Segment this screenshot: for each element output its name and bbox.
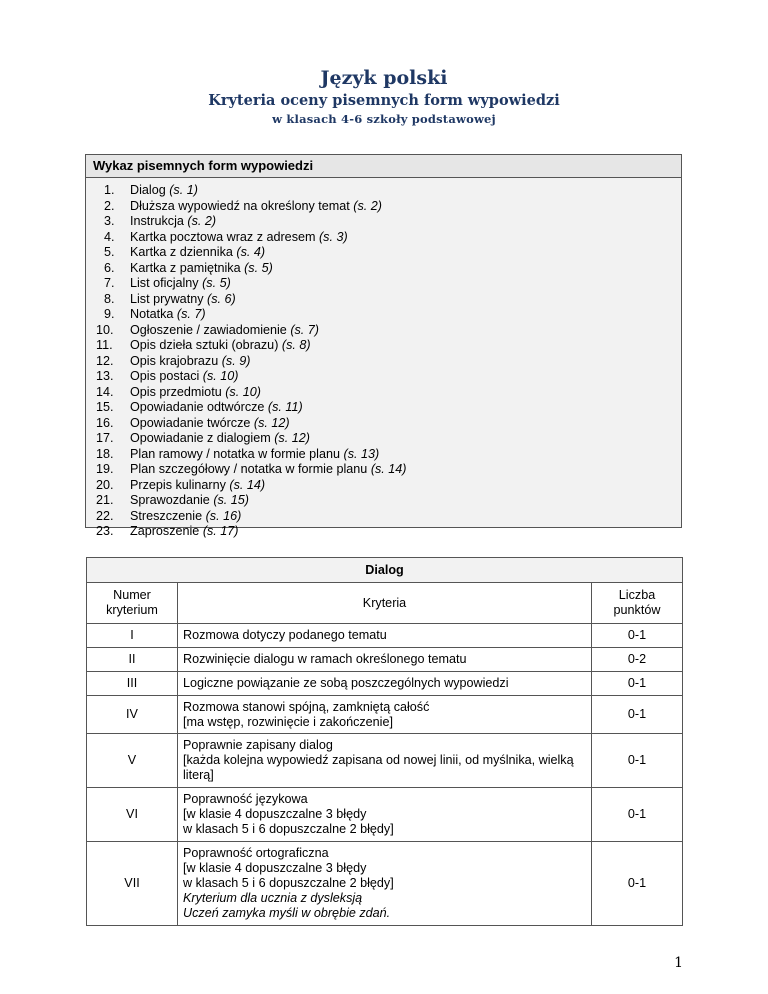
list-item-name: Sprawozdanie	[130, 493, 210, 507]
list-item-name: Plan ramowy / notatka w formie planu	[130, 446, 340, 461]
column-header-criteria: Kryteria	[178, 583, 592, 624]
list-item-number: 23.	[96, 524, 114, 538]
list-item-name: Kartka z pamiętnika	[130, 260, 241, 275]
list-item-page: (s. 12)	[253, 415, 290, 430]
list-item-name: Notatka	[130, 307, 174, 321]
list-item-page: (s. 3)	[318, 229, 348, 244]
list-item-number: 7.	[104, 276, 115, 290]
criterion-number: II	[87, 648, 178, 672]
list-item-name: Opowiadanie odtwórcze	[130, 400, 265, 414]
criterion-number: VII	[87, 842, 178, 926]
list-item-page: (s. 14)	[229, 477, 266, 492]
criterion-line: Logiczne powiązanie ze sobą poszczególnych wypowiedzi	[183, 676, 509, 690]
list-item	[86, 416, 681, 432]
list-item-page: (s. 7)	[176, 307, 206, 321]
list-item-number: 9.	[104, 307, 115, 321]
document-title: Język polski	[320, 67, 448, 89]
list-item	[86, 369, 681, 385]
list-item	[86, 307, 681, 323]
list-item	[86, 323, 681, 339]
list-item	[86, 462, 681, 478]
list-item	[86, 400, 681, 416]
criterion-points: 0-2	[592, 648, 683, 672]
list-item-name: List prywatny	[130, 291, 204, 306]
list-item-page: (s. 9)	[221, 353, 251, 368]
list-item-page: (s. 10)	[202, 369, 239, 383]
list-item	[86, 478, 681, 494]
criterion-line: w klasach 5 i 6 dopuszczalne 2 błędy]	[183, 876, 394, 890]
list-item	[86, 183, 681, 199]
list-item-page: (s. 1)	[169, 183, 198, 197]
forms-list	[86, 178, 681, 540]
list-item	[86, 447, 681, 463]
list-item-name: Opis postaci	[130, 369, 200, 383]
document-subtitle: Kryteria oceny pisemnych form wypowiedzi	[208, 92, 560, 109]
list-item-page: (s. 12)	[274, 431, 310, 445]
list-item-number: 12.	[96, 353, 114, 368]
criterion-note: Uczeń zamyka myśli w obrębie zdań.	[183, 906, 391, 920]
table-row	[87, 648, 683, 672]
list-item-page: (s. 15)	[213, 493, 250, 507]
list-item	[86, 509, 681, 525]
criterion-line: Poprawność ortograficzna	[183, 846, 329, 860]
criterion-points: 0-1	[592, 788, 683, 842]
list-item	[86, 214, 681, 230]
table-row	[87, 696, 683, 734]
criterion-line: [w klasie 4 dopuszczalne 3 błędy	[183, 861, 367, 875]
criterion-description	[178, 624, 592, 648]
table-row	[87, 624, 683, 648]
criterion-number: VI	[87, 788, 178, 842]
list-item-number: 17.	[96, 431, 114, 445]
list-item-number: 3.	[104, 214, 115, 228]
criterion-line: w klasach 5 i 6 dopuszczalne 2 błędy]	[183, 822, 394, 836]
list-item	[86, 385, 681, 401]
forms-list-box	[85, 154, 682, 538]
list-item-name: Plan szczegółowy / notatka w formie planu	[130, 462, 368, 476]
list-item-page: (s. 5)	[202, 276, 231, 290]
list-item-number: 11.	[96, 338, 113, 352]
table-title: Dialog	[87, 558, 683, 583]
table-row	[87, 788, 683, 842]
criterion-line: Rozmowa stanowi spójną, zamkniętą całość	[183, 699, 430, 714]
criterion-description	[178, 734, 592, 788]
document-header	[0, 66, 768, 127]
list-item-page: (s. 8)	[281, 338, 311, 352]
table-row	[87, 842, 683, 926]
list-item-page: (s. 6)	[207, 291, 236, 306]
list-item	[86, 354, 681, 370]
list-item-number: 16.	[96, 415, 114, 430]
list-item-name: Opowiadanie z dialogiem	[130, 431, 271, 445]
list-item	[86, 338, 681, 354]
criterion-line: Poprawność językowa	[183, 792, 308, 806]
list-item-page: (s. 4)	[236, 245, 266, 259]
list-item	[86, 292, 681, 308]
list-item-name: Kartka z dziennika	[130, 245, 233, 259]
list-item-page: (s. 2)	[187, 214, 217, 228]
criterion-points: 0-1	[592, 734, 683, 788]
list-item-name: Opis przedmiotu	[130, 384, 222, 399]
criterion-line: [każda kolejna wypowiedź zapisana od nowej linii, od myślnika, wielką literą]	[183, 753, 574, 782]
criterion-line: [ma wstęp, rozwinięcie i zakończenie]	[183, 714, 393, 729]
criterion-line: Rozwinięcie dialogu w ramach określonego tematu	[183, 652, 467, 666]
list-item	[86, 431, 681, 447]
column-header-points: Liczba punktów	[592, 583, 683, 624]
dialog-criteria-table	[86, 557, 683, 926]
list-item-name: Dłuższa wypowiedź na określony temat	[130, 198, 350, 213]
criterion-points: 0-1	[592, 624, 683, 648]
list-item-page: (s. 5)	[244, 260, 273, 275]
list-item-name: Opis krajobrazu	[130, 353, 219, 368]
list-item-number: 13.	[96, 369, 114, 383]
list-item-page: (s. 17)	[202, 524, 239, 538]
list-item-number: 15.	[96, 400, 114, 414]
criterion-points: 0-1	[592, 842, 683, 926]
table-row	[87, 734, 683, 788]
list-item-number: 18.	[96, 446, 114, 461]
list-item-number: 1.	[104, 183, 115, 197]
list-item	[86, 493, 681, 509]
criterion-points: 0-1	[592, 672, 683, 696]
list-item-name: Opis dzieła sztuki (obrazu)	[130, 338, 279, 352]
list-item-number: 10.	[96, 322, 114, 337]
forms-list-heading: Wykaz pisemnych form wypowiedzi	[86, 155, 681, 178]
criterion-number: IV	[87, 696, 178, 734]
list-item-name: Przepis kulinarny	[130, 477, 226, 492]
list-item-name: Dialog	[130, 183, 166, 197]
list-item	[86, 199, 681, 215]
criterion-points: 0-1	[592, 696, 683, 734]
list-item-name: Opowiadanie twórcze	[130, 415, 251, 430]
list-item-name: Zaproszenie	[130, 524, 200, 538]
criterion-line: Rozmowa dotyczy podanego tematu	[183, 628, 387, 642]
list-item-number: 22.	[96, 508, 114, 523]
table-row	[87, 672, 683, 696]
list-item	[86, 261, 681, 277]
list-item-number: 14.	[96, 384, 114, 399]
list-item	[86, 524, 681, 540]
list-item-number: 21.	[96, 493, 114, 507]
criterion-description	[178, 842, 592, 926]
list-item	[86, 230, 681, 246]
list-item-number: 5.	[104, 245, 115, 259]
criterion-note: Kryterium dla ucznia z dysleksją	[183, 891, 363, 905]
list-item-name: Kartka pocztowa wraz z adresem	[130, 229, 316, 244]
list-item-number: 4.	[104, 229, 115, 244]
criterion-number: V	[87, 734, 178, 788]
list-item-page: (s. 10)	[225, 384, 261, 399]
list-item-number: 19.	[96, 462, 114, 476]
list-item-name: List oficjalny	[130, 276, 199, 290]
list-item-page: (s. 14)	[370, 462, 407, 476]
list-item-name: Instrukcja	[130, 214, 184, 228]
list-item-number: 20.	[96, 477, 114, 492]
list-item-page: (s. 11)	[267, 400, 303, 414]
criterion-line: [w klasie 4 dopuszczalne 3 błędy	[183, 807, 367, 821]
list-item-number: 6.	[104, 260, 115, 275]
criterion-description	[178, 696, 592, 734]
list-item-page: (s. 13)	[343, 446, 380, 461]
criterion-description	[178, 648, 592, 672]
list-item-name: Ogłoszenie / zawiadomienie	[130, 322, 287, 337]
document-subsubtitle: w klasach 4-6 szkoły podstawowej	[272, 112, 496, 126]
list-item-number: 2.	[104, 198, 115, 213]
page-number: 1	[674, 955, 683, 971]
list-item-name: Streszczenie	[130, 508, 203, 523]
list-item-page: (s. 7)	[290, 322, 319, 337]
criterion-description	[178, 788, 592, 842]
criterion-description	[178, 672, 592, 696]
list-item-number: 8.	[104, 291, 115, 306]
list-item-page: (s. 16)	[205, 508, 242, 523]
list-item	[86, 276, 681, 292]
list-item-page: (s. 2)	[353, 198, 382, 213]
criterion-line: Poprawnie zapisany dialog	[183, 738, 333, 752]
column-header-number: Numer kryterium	[87, 583, 178, 624]
criterion-number: III	[87, 672, 178, 696]
list-item	[86, 245, 681, 261]
criterion-number: I	[87, 624, 178, 648]
